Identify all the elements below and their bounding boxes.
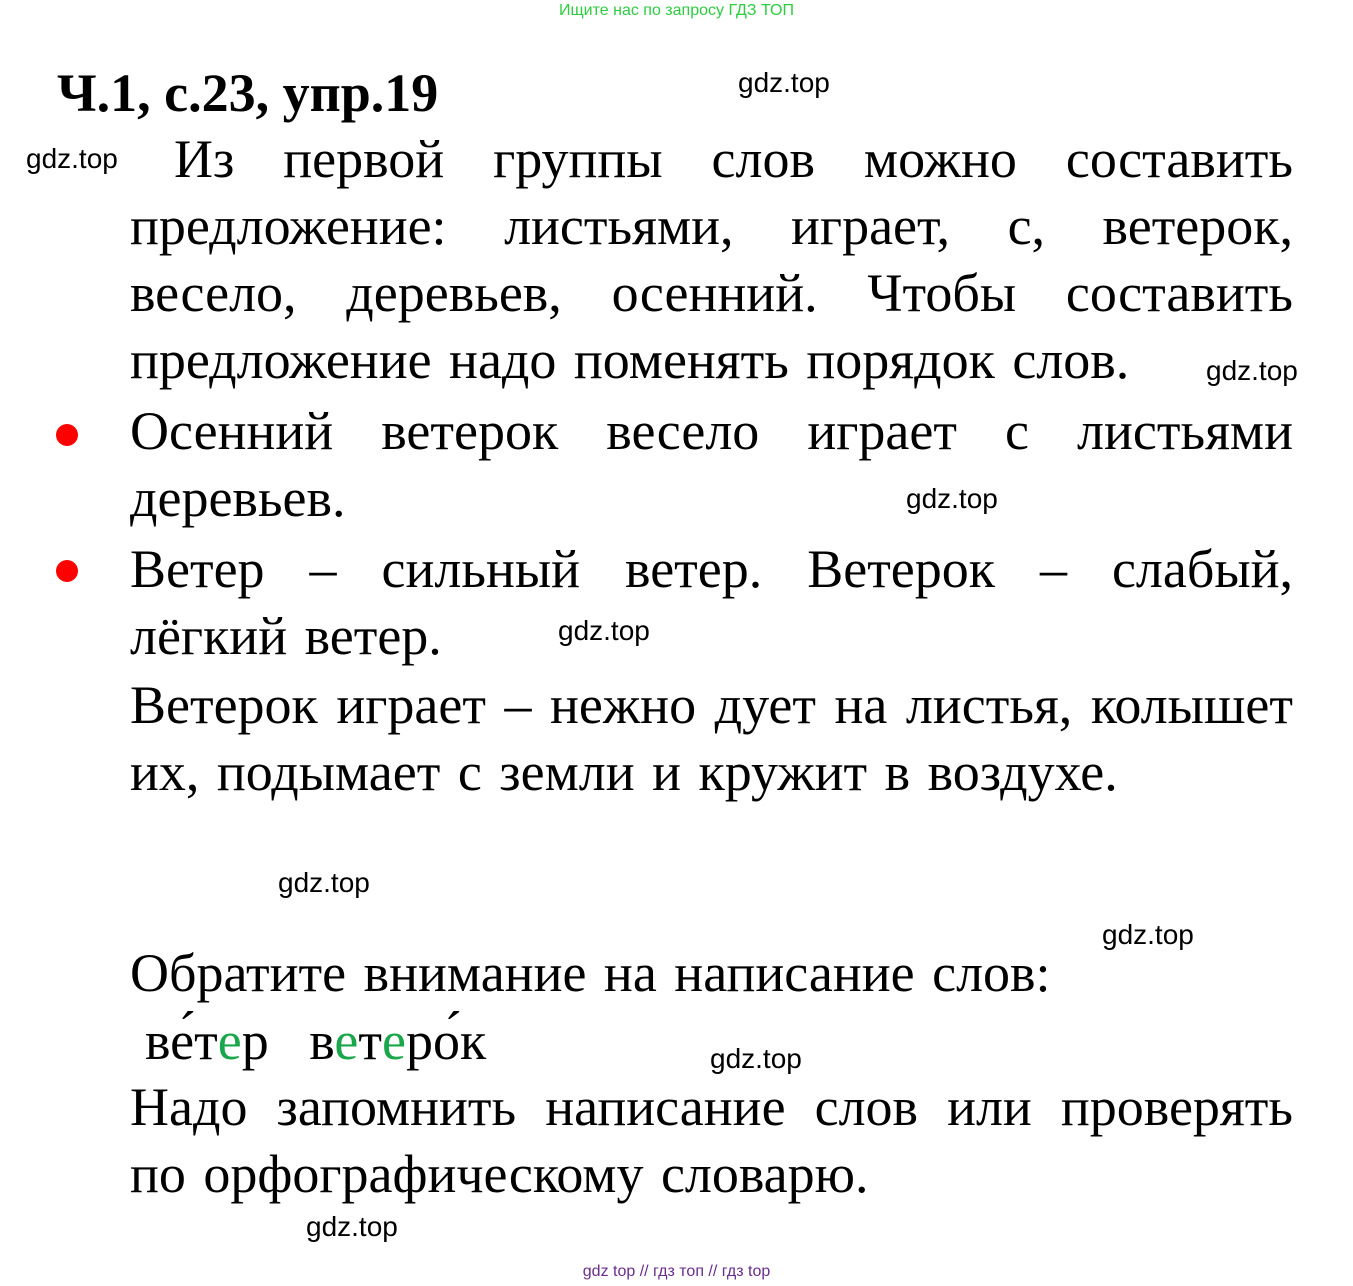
watermark: gdz.top — [306, 1211, 398, 1242]
unstressed-vowel: е — [381, 1011, 406, 1071]
conclusion-paragraph: Надо запомнить написание слов или проверять по орфографическому словарю. — [130, 1077, 1293, 1204]
footer-links: gdz top // гдз топ // гдз top — [582, 1263, 771, 1280]
search-banner: Ищите нас по запросу ГДЗ ТОП — [559, 2, 794, 19]
watermark: gdz.top — [738, 67, 830, 98]
watermark: gdz.top — [278, 867, 370, 898]
unstressed-vowel: е — [217, 1011, 242, 1071]
watermark: gdz.top — [1102, 919, 1194, 950]
watermark: gdz.top — [26, 143, 118, 174]
highlighted-words — [145, 1008, 486, 1075]
bullet-paragraph-1: Осенний ветерок весело играет с листьями деревьев. — [130, 401, 1293, 528]
page-title: Ч.1, с.23, упр.19 — [57, 63, 439, 123]
watermark: gdz.top — [558, 615, 650, 646]
red-bullet-icon — [56, 560, 78, 582]
unstressed-vowel: е — [334, 1011, 359, 1071]
watermark: gdz.top — [906, 483, 998, 514]
attention-line: Обратите внимание на написание слов: — [130, 943, 1051, 1003]
watermark: gdz.top — [1206, 355, 1298, 386]
bullet-paragraph-2: Ветер – сильный ветер. Ветерок – слабый, лёгкий ветер. — [130, 539, 1293, 666]
watermark: gdz.top — [710, 1043, 802, 1074]
word-veter: ве́тер — [145, 1011, 269, 1071]
intro-paragraph: Из первой группы слов можно составить предложение: листьями, играет, с, ветерок, весело, деревьев, осенний. Чтобы составить предложение надо поменять порядок слов. — [130, 129, 1293, 390]
word-veterok: ветеро́к — [309, 1011, 487, 1071]
red-bullet-icon — [56, 424, 78, 446]
explanation-paragraph: Ветерок играет – нежно дует на листья, колышет их, подымает с земли и кружит в воздухе. — [130, 675, 1293, 802]
